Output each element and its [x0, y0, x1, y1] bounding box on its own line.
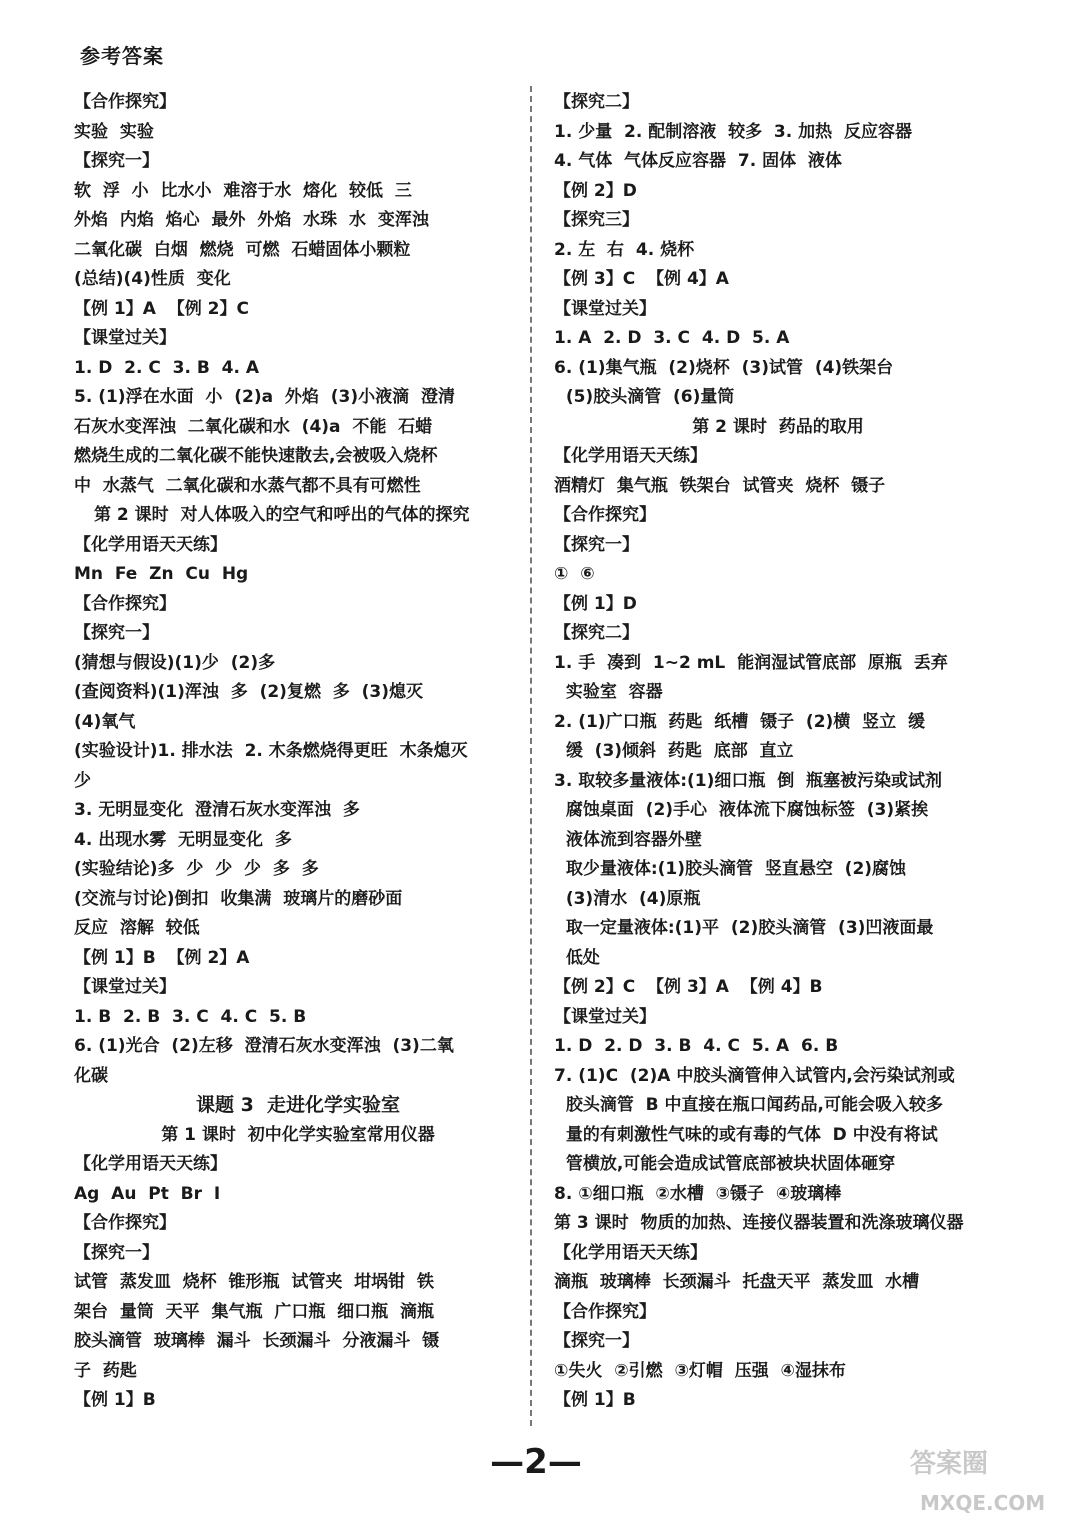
- answer-line: 反应 溶解 较低: [74, 918, 200, 938]
- answer-line: 滴瓶 玻璃棒 长颈漏斗 托盘天平 蒸发皿 水槽: [554, 1272, 920, 1292]
- answer-line: 【例 1】A 【例 2】C: [74, 298, 249, 319]
- answer-line: 软 浮 小 比水小 难溶于水 熔化 较低 三: [74, 180, 412, 201]
- answer-line: 试管 蒸发皿 烧杯 锥形瓶 试管夹 坩埚钳 铁: [74, 1272, 435, 1292]
- watermark-logo: [900, 1440, 1050, 1524]
- answer-line: 【合作探究】: [554, 1301, 656, 1322]
- answer-line: (4)氧气: [74, 711, 136, 732]
- watermark-url: MXQE.COM: [920, 1491, 1046, 1515]
- answer-line: 【课堂过关】: [554, 298, 656, 319]
- answer-line: 【探究一】: [74, 1242, 159, 1263]
- answer-line: (猜想与假设)(1)少 (2)多: [74, 652, 276, 673]
- answer-line: 中 水蒸气 二氧化碳和水蒸气都不具有可燃性: [74, 475, 421, 496]
- answer-line: ① ⑥: [554, 564, 595, 584]
- answer-line: 第 3 课时 物质的加热、连接仪器装置和洗涤玻璃仪器: [554, 1213, 964, 1233]
- answer-line: Ag Au Pt Br I: [74, 1183, 221, 1204]
- answer-line: 【例 2】D: [554, 180, 637, 201]
- answer-line: 1. B 2. B 3. C 4. C 5. B: [74, 1006, 307, 1027]
- answer-line: 实验 实验: [74, 121, 154, 142]
- answer-line: (实验结论)多 少 少 少 多 多: [74, 859, 319, 879]
- answer-line: (实验设计)1. 排水法 2. 木条燃烧得更旺 木条熄灭: [74, 741, 468, 761]
- answer-line: 【探究二】: [554, 92, 639, 112]
- answer-line: 外焰 内焰 焰心 最外 外焰 水珠 水 变浑浊: [74, 210, 429, 230]
- answer-line: 少: [74, 770, 91, 791]
- answer-line: 取少量液体:(1)胶头滴管 竖直悬空 (2)腐蚀: [554, 859, 907, 879]
- answer-line: 【探究二】: [554, 623, 639, 643]
- answer-line: 【例 1】B: [74, 1390, 156, 1410]
- answer-line: 【例 1】B: [554, 1390, 636, 1410]
- answer-line: 管横放,可能会造成试管底部被块状固体砸穿: [554, 1154, 896, 1174]
- answer-line: 【例 2】C 【例 3】A 【例 4】B: [554, 977, 823, 997]
- answer-line: 【化学用语天天练】: [74, 534, 227, 555]
- answer-line: 石灰水变浑浊 二氧化碳和水 (4)a 不能 石蜡: [74, 416, 433, 437]
- column-divider: [530, 86, 532, 1426]
- answer-line: 【课堂过关】: [74, 977, 176, 997]
- answer-line: 【合作探究】: [554, 505, 656, 525]
- answer-line: 2. (1)广口瓶 药匙 纸槽 镊子 (2)横 竖立 缓: [554, 711, 925, 732]
- answer-line: (交流与讨论)倒扣 收集满 玻璃片的磨砂面: [74, 888, 403, 909]
- answer-line: 【化学用语天天练】: [554, 446, 707, 466]
- answer-line: 缓 (3)倾斜 药匙 底部 直立: [554, 741, 794, 761]
- page-number: —2—: [490, 1442, 582, 1482]
- answer-line: ①失火 ②引燃 ③灯帽 压强 ④湿抹布: [554, 1360, 846, 1381]
- answer-line: 【探究一】: [554, 534, 639, 555]
- answer-line: (总结)(4)性质 变化: [74, 269, 231, 289]
- answer-line: 二氧化碳 白烟 燃烧 可燃 石蜡固体小颗粒: [74, 239, 411, 260]
- answer-line: 【化学用语天天练】: [554, 1242, 707, 1263]
- answer-line: 低处: [554, 947, 600, 968]
- answer-line: 4. 出现水雾 无明显变化 多: [74, 829, 292, 850]
- answer-line: 课题 3 走进化学实验室: [195, 1094, 401, 1116]
- answer-line: 7. (1)C (2)A 中胶头滴管伸入试管内,会污染试剂或: [554, 1065, 955, 1086]
- watermark-title: 答案圈: [910, 1449, 989, 1479]
- answer-line: 【例 1】D: [554, 593, 637, 614]
- right-column: [554, 88, 1002, 1416]
- answer-line: 第 2 课时 药品的取用: [692, 416, 864, 437]
- answer-line: 【探究一】: [554, 1331, 639, 1351]
- answer-line: 1. 少量 2. 配制溶液 较多 3. 加热 反应容器: [554, 121, 912, 142]
- answer-line: 取一定量液体:(1)平 (2)胶头滴管 (3)凹液面最: [554, 918, 934, 938]
- answer-line: 【探究三】: [554, 210, 639, 230]
- answer-line: 【合作探究】: [74, 92, 176, 112]
- answer-line: 胶头滴管 B 中直接在瓶口闻药品,可能会吸入较多: [554, 1095, 944, 1115]
- answer-line: 量的有刺激性气味的或有毒的气体 D 中没有将试: [554, 1124, 938, 1145]
- answer-line: 【化学用语天天练】: [74, 1154, 227, 1174]
- answer-line: 1. D 2. D 3. B 4. C 5. A 6. B: [554, 1036, 839, 1056]
- answer-line: 【课堂过关】: [74, 328, 176, 348]
- answer-line: (3)清水 (4)原瓶: [554, 888, 701, 909]
- answer-line: Mn Fe Zn Cu Hg: [74, 564, 249, 584]
- answer-line: 【例 1】B 【例 2】A: [74, 947, 250, 968]
- answer-line: 1. A 2. D 3. C 4. D 5. A: [554, 328, 790, 348]
- answer-line: 子 药匙: [74, 1360, 137, 1381]
- answer-line: 【探究一】: [74, 151, 159, 171]
- answer-line: 【探究一】: [74, 623, 159, 643]
- answer-line: 第 1 课时 初中化学实验室常用仪器: [161, 1124, 435, 1145]
- answer-line: 【合作探究】: [74, 1213, 176, 1233]
- answer-line: 3. 无明显变化 澄清石灰水变浑浊 多: [74, 800, 360, 820]
- answer-line: 1. 手 凑到 1~2 mL 能润湿试管底部 原瓶 丢弃: [554, 652, 948, 673]
- answer-line: 腐蚀桌面 (2)手心 液体流下腐蚀标签 (3)紧挨: [554, 800, 929, 820]
- answer-line: 酒精灯 集气瓶 铁架台 试管夹 烧杯 镊子: [554, 475, 886, 496]
- answer-line: 5. (1)浮在水面 小 (2)a 外焰 (3)小液滴 澄清: [74, 387, 455, 407]
- answer-line: 【课堂过关】: [554, 1006, 656, 1027]
- answer-line: 1. D 2. C 3. B 4. A: [74, 357, 260, 378]
- answer-line: 化碳: [74, 1065, 108, 1086]
- answer-line: 架台 量筒 天平 集气瓶 广口瓶 细口瓶 滴瓶: [74, 1301, 435, 1322]
- answer-line: 【合作探究】: [74, 593, 176, 614]
- page-header: 参考答案: [80, 44, 164, 68]
- answer-line: 6. (1)光合 (2)左移 澄清石灰水变浑浊 (3)二氧: [74, 1036, 454, 1056]
- answer-line: 实验室 容器: [554, 682, 663, 702]
- answer-line: (查阅资料)(1)浑浊 多 (2)复燃 多 (3)熄灭: [74, 682, 423, 702]
- answer-line: 胶头滴管 玻璃棒 漏斗 长颈漏斗 分液漏斗 镊: [74, 1331, 440, 1351]
- left-column: [74, 88, 522, 1416]
- answer-line: (5)胶头滴管 (6)量筒: [554, 387, 735, 407]
- answer-line: 【例 3】C 【例 4】A: [554, 269, 729, 289]
- answer-line: 3. 取较多量液体:(1)细口瓶 倒 瓶塞被污染或试剂: [554, 770, 943, 791]
- answer-line: 燃烧生成的二氧化碳不能快速散去,会被吸入烧杯: [74, 446, 438, 466]
- answer-line: 6. (1)集气瓶 (2)烧杯 (3)试管 (4)铁架台: [554, 357, 894, 378]
- answer-line: 第 2 课时 对人体吸入的空气和呼出的气体的探究: [94, 505, 470, 525]
- answer-line: 8. ①细口瓶 ②水槽 ③镊子 ④玻璃棒: [554, 1183, 842, 1204]
- answer-line: 4. 气体 气体反应容器 7. 固体 液体: [554, 151, 842, 171]
- answer-line: 2. 左 右 4. 烧杯: [554, 239, 695, 260]
- answer-line: 液体流到容器外壁: [554, 829, 702, 850]
